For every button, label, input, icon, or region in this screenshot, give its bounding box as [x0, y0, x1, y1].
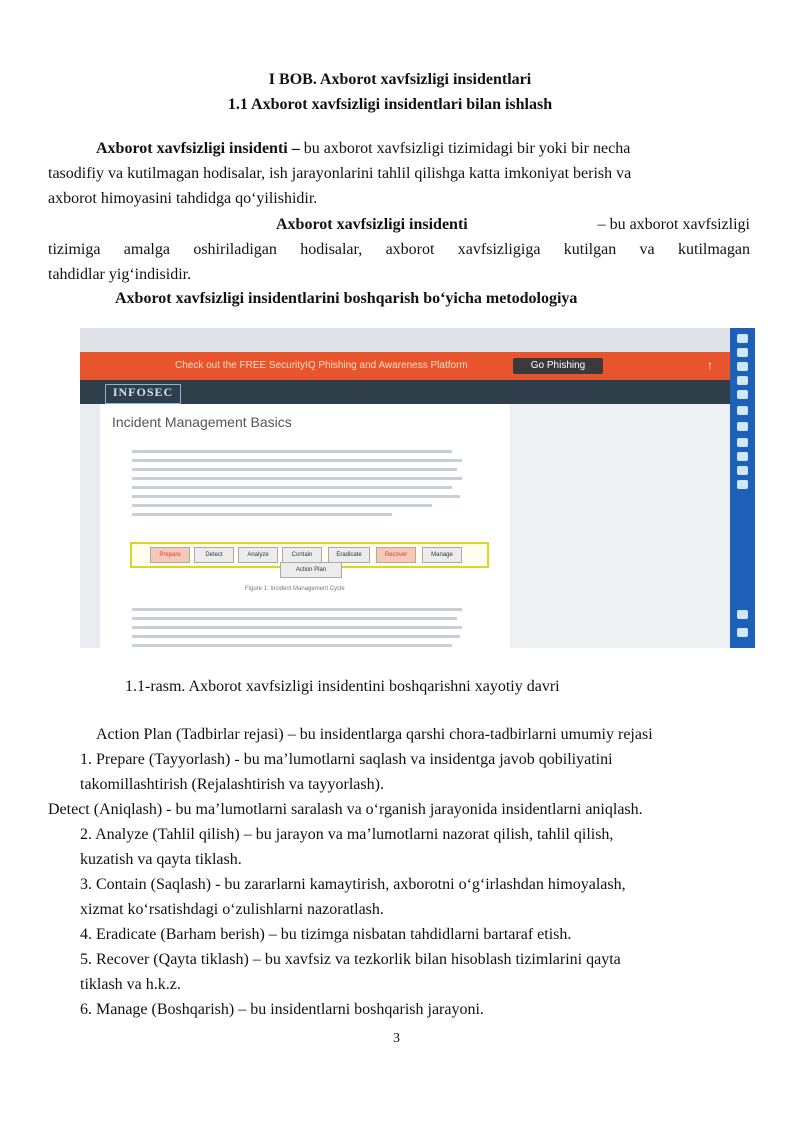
blurred-text	[132, 617, 457, 620]
paragraph-2-line-3: tahdidlar yig‘indisidir.	[48, 266, 192, 283]
app-icon[interactable]	[737, 334, 748, 343]
flow-step-contain: Contain	[282, 547, 322, 563]
blurred-text	[132, 495, 460, 498]
browser-toolbar	[80, 328, 730, 352]
list-item-2-line-1: 2. Analyze (Tahlil qilish) – bu jarayon va ma’lumotlarni nazorat qilish, tahlil qilish,	[80, 826, 614, 843]
paragraph-2-line-1	[276, 212, 750, 237]
page-number: 3	[393, 1031, 400, 1046]
list-item-4: 4. Eradicate (Barham berish) – bu tizimga nisbatan tahdidlarni bartaraf etish.	[80, 926, 572, 943]
blurred-text	[132, 504, 432, 507]
blurred-text	[132, 513, 392, 516]
list-item-3-line-1: 3. Contain (Saqlash) - bu zararlarni kamaytirish, axborotni o‘g‘irlashdan himoyalash,	[80, 876, 626, 893]
list-item-5-line-2: tiklash va h.k.z.	[80, 976, 181, 993]
promo-banner	[80, 352, 730, 380]
chapter-title: I BOB. Axborot xavfsizligi insidentlari	[268, 71, 532, 88]
app-icon[interactable]	[737, 452, 748, 461]
paragraph-2-line-2: tizimiga amalga oshiriladigan hodisalar, axborot xavfsizligiga kutilgan va kutilmagan	[48, 241, 750, 258]
windows-taskbar	[730, 328, 755, 648]
list-item-1-line-2: takomillashtirish (Rejalashtirish va tayyorlash).	[80, 776, 384, 793]
blurred-text	[132, 608, 462, 611]
promo-text: Check out the FREE SecurityIQ Phishing and Awareness Platform	[175, 360, 468, 371]
app-icon[interactable]	[737, 480, 748, 489]
flow-step-analyze: Analyze	[238, 547, 278, 563]
app-icon[interactable]	[737, 406, 748, 415]
section-title: 1.1 Axborot xavfsizligi insidentlari bilan ishlash	[227, 96, 553, 113]
figure-caption: 1.1-rasm. Axborot xavfsizligi insidentini boshqarishni xayotiy davri	[125, 678, 560, 695]
paragraph-1-line-3: axborot himoyasini tahdidga qo‘yilishidir.	[48, 190, 318, 207]
sidebar	[510, 404, 730, 648]
flow-step-detect: Detect	[194, 547, 234, 563]
article-title: Incident Management Basics	[112, 414, 292, 430]
paragraph-1-line-1	[96, 136, 756, 161]
flow-step-manage: Manage	[422, 547, 462, 563]
blurred-text	[132, 477, 462, 480]
screenshot-figure-caption: Figure 1: Incident Management Cycle	[245, 586, 345, 592]
term-bold: Axborot xavfsizligi insidenti	[276, 216, 468, 233]
list-item-2-line-2: kuzatish va qayta tiklash.	[80, 851, 242, 868]
term-bold: Axborot xavfsizligi insidenti –	[96, 140, 300, 157]
app-icon[interactable]	[737, 466, 748, 475]
flow-step-recover: Recover	[376, 547, 416, 563]
list-item-1-line-1: 1. Prepare (Tayyorlash) - bu ma’lumotlarni saqlash va insidentga javob qobiliyatini	[80, 751, 613, 768]
methodology-heading: Axborot xavfsizligi insidentlarini boshqarish bo‘yicha metodologiya	[115, 290, 578, 307]
go-phishing-button[interactable]: Go Phishing	[513, 358, 603, 374]
app-icon[interactable]	[737, 438, 748, 447]
detect-paragraph: Detect (Aniqlash) - bu ma’lumotlarni saralash va o‘rganish jarayonida insidentlarni aniqlash.	[48, 801, 643, 818]
action-plan-paragraph: Action Plan (Tadbirlar rejasi) – bu insidentlarga qarshi chora-tadbirlarni umumiy rejasi	[96, 726, 653, 743]
arrow-up-icon[interactable]: ↑	[707, 358, 713, 372]
blurred-text	[132, 459, 462, 462]
text: bu axborot xavfsizligi tizimidagi bir yoki bir necha	[299, 140, 631, 157]
list-item-3-line-2: xizmat ko‘rsatishdagi o‘zulishlarni nazoratlash.	[80, 901, 384, 918]
blurred-text	[132, 450, 452, 453]
app-icon[interactable]	[737, 422, 748, 431]
article-page	[100, 404, 510, 648]
blurred-text	[132, 635, 460, 638]
paragraph-1-line-2: tasodifiy va kutilmagan hodisalar, ish jarayonlarini tahlil qilishga katta imkoniyat berish va	[48, 165, 632, 182]
app-icon[interactable]	[737, 362, 748, 371]
app-icon[interactable]	[737, 628, 748, 637]
action-plan-box: Action Plan	[280, 562, 342, 578]
app-icon[interactable]	[737, 390, 748, 399]
flow-step-prepare: Prepare	[150, 547, 190, 563]
app-icon[interactable]	[737, 376, 748, 385]
list-item-6: 6. Manage (Boshqarish) – bu insidentlarni boshqarish jarayoni.	[80, 1001, 484, 1018]
app-icon[interactable]	[737, 348, 748, 357]
text: – bu axborot xavfsizligi	[597, 216, 750, 233]
figure-screenshot	[80, 328, 755, 648]
app-icon[interactable]	[737, 610, 748, 619]
flow-step-eradicate: Eradicate	[328, 547, 370, 563]
infosec-logo: INFOSEC	[105, 384, 181, 404]
blurred-text	[132, 486, 452, 489]
blurred-text	[132, 626, 462, 629]
blurred-text	[132, 644, 452, 647]
list-item-5-line-1: 5. Recover (Qayta tiklash) – bu xavfsiz va tezkorlik bilan hisoblash tizimlarini qayta	[80, 951, 621, 968]
blurred-text	[132, 468, 457, 471]
